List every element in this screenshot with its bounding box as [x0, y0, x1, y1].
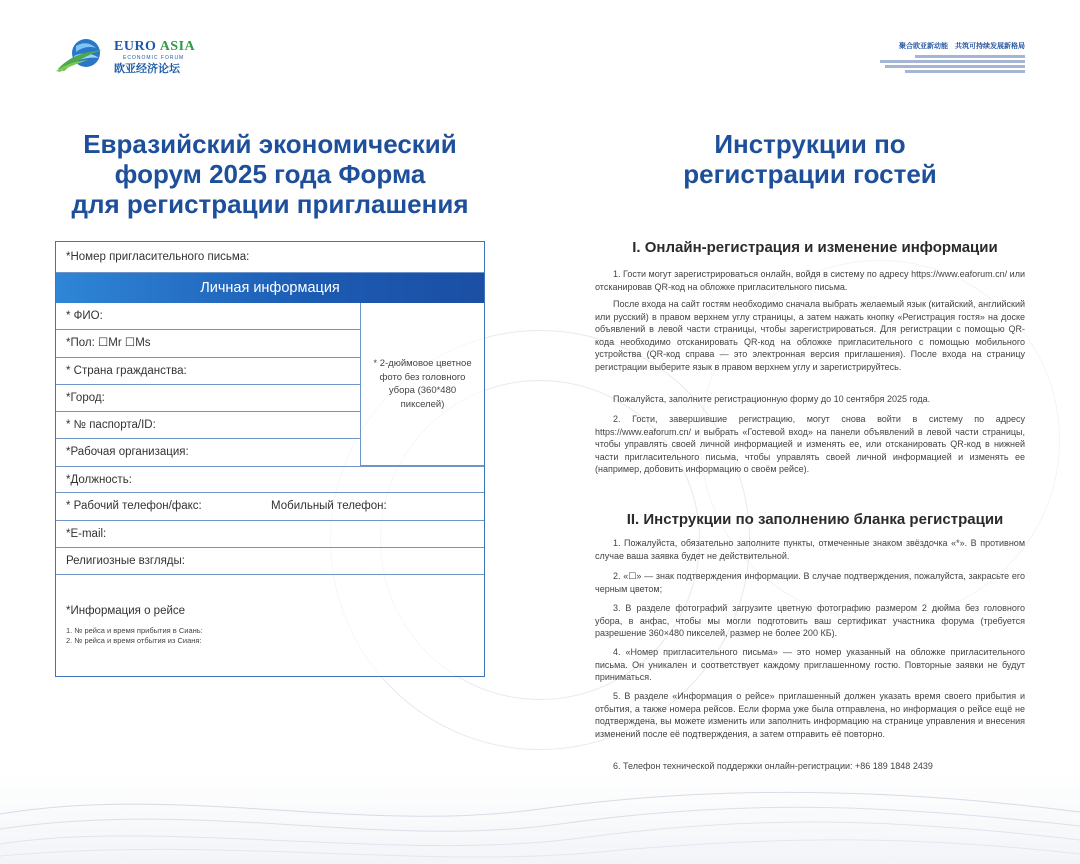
- support-phone-line: 6. Телефон технической поддержки онлайн-регистрации: +86 189 1848 2439: [613, 761, 933, 771]
- citizenship-field[interactable]: * Страна гражданства:: [56, 358, 360, 385]
- email-field[interactable]: *E-mail:: [56, 521, 484, 548]
- section-1-paragraph: Пожалуйста, заполните регистрационную форму до 10 сентября 2025 года.: [613, 394, 931, 404]
- globe-logo-icon: [56, 36, 108, 72]
- mobile-phone-field[interactable]: Мобильный телефон:: [271, 500, 387, 512]
- section-1-paragraph: 2. Гости, завершившие регистрацию, могут снова войти в систему по адресу https://www.eaforum.cn/ и выбрать «Гостевой вход» на панели объявлений в левой части страницы, чтобы управлять своей личной информацией и изменять ее, или отсканировать QR-код в нижней части пригласительного письма, чтобы управлять своей личной информацией и изменять ее (например, добовить информацию о своём рейсе).: [595, 414, 1025, 474]
- section-1-paragraph: После входа на сайт гостям необходимо сначала выбрать желаемый язык (китайский, английский или русский) в правом верхнем углу страницы, а затем нажать кнопку «Регистрация гостя» на доске объявлений в левой части страницы, чтобы зарегистрироваться. Для регистрации с помощью QR-кода необходимо отсканировать QR-код на обложке пригласительного с помощью мобильного устройства (QR-код справа — это электронная версия приглашения). После входа на страницу регистрации выберите язык в правом верхнем углу и зарегистрируйтесь.: [595, 299, 1025, 372]
- work-phone-field[interactable]: * Рабочий телефон/факс:: [66, 500, 202, 512]
- slogan-chinese: 聚合欧亚新动能 共筑可持续发展新格局: [899, 42, 1025, 50]
- section-2-title: II. Инструкции по заполнению бланка регистрации: [626, 511, 1004, 528]
- section-2-paragraph: 1. Пожалуйста, обязательно заполните пункты, отмеченные знаком звёздочка «*». В противном случае ваша заявка будет не действительной.: [595, 538, 1025, 561]
- departure-flight-field[interactable]: 2. № рейса и время отбытия из Сианя:: [66, 636, 202, 645]
- organization-field[interactable]: *Рабочая организация:: [66, 446, 189, 458]
- slogan-fine-print-decoration: [880, 55, 1025, 73]
- arrival-flight-field[interactable]: 1. № рейса и время прибытия в Сиань:: [66, 626, 203, 635]
- section-header-personal-info: Личная информация: [56, 273, 484, 303]
- logo-chinese-name: 欧亚经济论坛: [114, 62, 180, 75]
- passport-field[interactable]: * № паспорта/ID:: [56, 412, 360, 439]
- logo-text: EURO ASIA: [114, 39, 196, 54]
- section-1-title: I. Онлайн-регистрация и изменение информации: [632, 239, 998, 256]
- registration-form: [55, 241, 485, 677]
- religion-field[interactable]: Религиозные взгляды:: [56, 548, 484, 575]
- section-2-paragraph: 5. В разделе «Информация о рейсе» приглашенный должен указать время своего прибытия и отбытия, а также номера рейсов. Если форма уже была отправлена, но информация о рейсе ещё не подтверждена, вы можете изменить или заполнить информацию на странице управления и внесения изменений после её подтверждения, а затем отправить её повторно.: [595, 691, 1025, 739]
- header-slogan: [880, 41, 1025, 73]
- flight-info-title: *Информация о рейсе: [66, 605, 186, 617]
- photo-upload-box[interactable]: * 2-дюймовое цветное фото без головного убора (360*480 пикселей): [360, 303, 484, 466]
- section-2-paragraph: 3. В разделе фотографий загрузите цветную фотографию размером 2 дюйма без головного убора, в анфас, чтобы мы могли подготовить ваш сертификат участника форума (требуется разрешение 360×480 пикселей, размер не более 200 КБ).: [595, 603, 1025, 638]
- instructions-title: Инструкции по регистрации гостей: [683, 129, 937, 189]
- forum-logo: [56, 36, 196, 76]
- form-title: Евразийский экономический форум 2025 года Форма для регистрации приглашения: [71, 129, 469, 219]
- full-name-field[interactable]: * ФИО:: [56, 303, 360, 330]
- section-1-paragraph: 1. Гости могут зарегистрироваться онлайн, войдя в систему по адресу https://www.eaforum.cn/ или отсканировав QR-код на обложке пригласительного письма.: [595, 269, 1025, 292]
- section-2-paragraph: 2. «☐» — знак подтверждения информации. В случае подтверждения, пожалуйста, закрасьте его черным цветом;: [595, 571, 1025, 594]
- phone-row: [56, 493, 484, 521]
- gender-field[interactable]: *Пол: ☐Mr ☐Ms: [56, 330, 360, 358]
- logo-subtitle: ECONOMIC FORUM: [123, 55, 185, 61]
- city-field[interactable]: *Город:: [56, 385, 360, 412]
- section-2-paragraph: 4. «Номер пригласительного письма» — это номер указанный на обложке пригласительного письма. Он уникален и соответствует каждому приглашенному гостю. Повторные заявки не будут приниматься.: [595, 647, 1025, 682]
- background-waves: [0, 774, 1080, 864]
- invitation-number-field[interactable]: *Номер пригласительного письма:: [56, 242, 484, 273]
- position-field[interactable]: *Должность:: [56, 466, 484, 493]
